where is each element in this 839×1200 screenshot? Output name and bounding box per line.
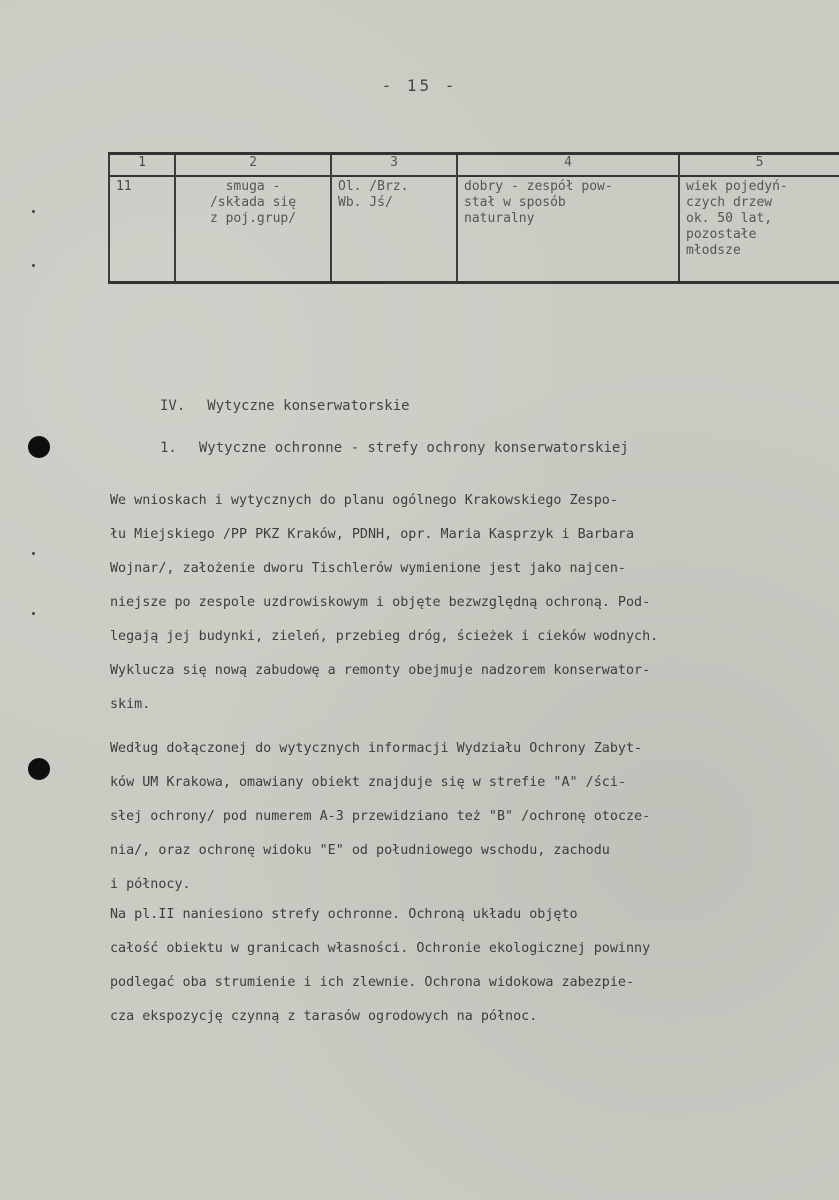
subsection-title: Wytyczne ochronne - strefy ochrony konserwatorskiej bbox=[198, 440, 629, 456]
speck-mark bbox=[32, 264, 35, 267]
cell-text: czych drzew bbox=[686, 195, 773, 210]
binder-hole-bottom bbox=[28, 758, 50, 780]
cell-text: /składa się bbox=[209, 195, 297, 210]
text-line: nia/, oraz ochronę widoku "E" od południowego wschodu, zachodu bbox=[110, 843, 610, 858]
cell-species bbox=[331, 176, 457, 283]
text-line: łu Miejskiego /PP PKZ Kraków, PDNH, opr. Maria Kasprzyk i Barbara bbox=[110, 527, 635, 542]
text-line: Na pl.II naniesiono strefy ochronne. Ochroną układu objęto bbox=[110, 907, 578, 922]
cell-text: wiek pojedyń- bbox=[686, 179, 788, 194]
cell-condition bbox=[457, 176, 679, 283]
cell-text: pozostałe bbox=[686, 227, 757, 242]
text-line: Według dołączonej do wytycznych informacji Wydziału Ochrony Zabyt- bbox=[110, 741, 643, 756]
column-header: 2 bbox=[175, 154, 331, 177]
cell-text: smuga - bbox=[225, 179, 281, 194]
subsection-number: 1. bbox=[160, 440, 177, 456]
text-line: niejsze po zespole uzdrowiskowym i objęte bezwzględną ochroną. Pod- bbox=[110, 595, 651, 610]
cell-text: dobry - zespół pow- bbox=[464, 179, 613, 194]
section-title: Wytyczne konserwatorskie bbox=[207, 398, 410, 414]
table-row bbox=[109, 176, 839, 283]
paragraph bbox=[110, 898, 650, 1034]
section-heading bbox=[160, 398, 410, 414]
section-number: IV. bbox=[160, 398, 186, 414]
inventory-table bbox=[108, 152, 839, 288]
text-line: We wnioskach i wytycznych do planu ogólnego Krakowskiego Zespo- bbox=[110, 493, 618, 508]
text-line: Wojnar/, założenie dworu Tischlerów wymienione jest jako najcen- bbox=[110, 561, 626, 576]
speck-mark bbox=[32, 552, 35, 555]
column-header: 4 bbox=[457, 154, 679, 177]
page-number: - 15 - bbox=[381, 76, 458, 95]
text-line: słej ochrony/ pod numerem A-3 przewidziano też "B" /ochronę otocze- bbox=[110, 809, 651, 824]
speck-mark bbox=[32, 612, 35, 615]
text-line: skim. bbox=[110, 697, 151, 712]
cell-text: 11 bbox=[116, 179, 132, 194]
binder-hole-top bbox=[28, 436, 50, 458]
subsection-heading bbox=[160, 440, 629, 456]
paragraph bbox=[110, 484, 658, 722]
speck-mark bbox=[32, 210, 35, 213]
cell-text: Wb. Jś/ bbox=[338, 195, 393, 210]
text-line: Wyklucza się nową zabudowę a remonty obejmuje nadzorem konserwator- bbox=[110, 663, 651, 678]
text-line: i północy. bbox=[110, 877, 191, 892]
cell-text: ok. 50 lat, bbox=[686, 211, 773, 226]
text-line: ków UM Krakowa, omawiany obiekt znajduje się w strefie "A" /ści- bbox=[110, 775, 626, 790]
cell-text: młodsze bbox=[686, 243, 741, 258]
text-line: całość obiektu w granicach własności. Ochronie ekologicznej powinny bbox=[110, 941, 651, 956]
column-header: 3 bbox=[331, 154, 457, 177]
table-header-row bbox=[109, 154, 839, 177]
cell-age bbox=[679, 176, 839, 283]
text-line: legają jej budynki, zieleń, przebieg dróg, ścieżek i cieków wodnych. bbox=[110, 629, 659, 644]
cell-text: stał w sposób bbox=[464, 195, 566, 210]
text-line: cza ekspozycję czynną z tarasów ogrodowych na północ. bbox=[110, 1009, 538, 1024]
column-header: 1 bbox=[109, 154, 175, 177]
cell-form bbox=[175, 176, 331, 283]
cell-text: z poj.grup/ bbox=[209, 211, 297, 226]
paragraph bbox=[110, 732, 650, 902]
cell-text: naturalny bbox=[464, 211, 535, 226]
text-line: podlegać oba strumienie i ich zlewnie. Ochrona widokowa zabezpie- bbox=[110, 975, 635, 990]
cell-number bbox=[109, 176, 175, 283]
column-header: 5 bbox=[755, 155, 764, 170]
cell-text: Ol. /Brz. bbox=[338, 179, 409, 194]
